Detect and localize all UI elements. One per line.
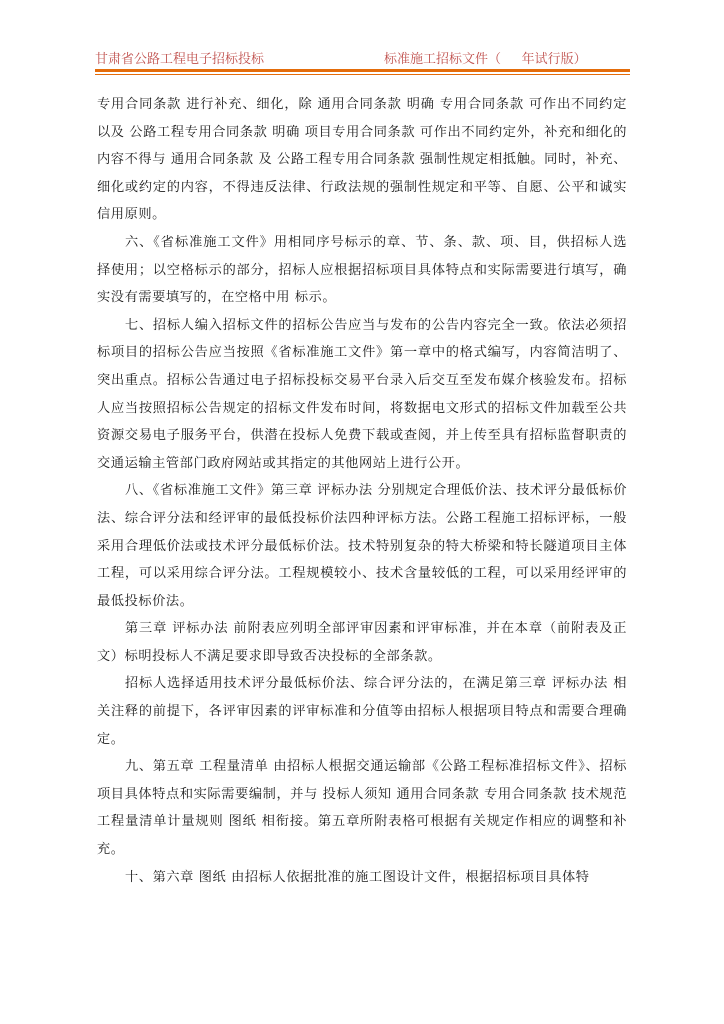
paragraph-item-6: 六、《省标准施工文件》用相同序号标示的章、节、条、款、项、目，供招标人选择使用；以空格标示的部分，招标人应根据招标项目具体特点和实际需要进行填写，确实没有需要填写的，在空格中用 标示。 (97, 234, 627, 306)
paragraph-item-8: 八、《省标准施工文件》第三章 评标办法 分别规定合理低价法、技术评分最低标价法、综合评分法和经评审的最低投标价法四种评标方法。公路工程施工招标评标，一般采用合理低价法或技术评分最低标价法。技术特别复杂的特大桥梁和特长隧道项目主体工程，可以采用综合评分法。工程规模较小、技术含量较低的工程，可以采用经评审的最低投标价法。 (97, 483, 627, 609)
document-body (97, 91, 627, 891)
paragraph-evaluation-criteria: 招标人选择适用技术评分最低标价法、综合评分法的，在满足第三章 评标办法 相关注释的前提下，各评审因素的评审标准和分值等由招标人根据项目特点和需要合理确定。 (97, 676, 627, 747)
header-rule-thick (95, 69, 630, 72)
paragraph-item-9: 九、第五章 工程量清单 由招标人根据交通运输部《公路工程标准招标文件》、招标项目具体特点和实际需要编制，并与 投标人须知 通用合同条款 专用合同条款 技术规范 工程量清单计量规则 图纸 相衔接。第五章所附表格可根据有关规定作相应的调整和补充。 (97, 759, 627, 858)
paragraph-item-7: 七、招标人编入招标文件的招标公告应当与发布的公告内容完全一致。依法必须招标项目的招标公告应当按照《省标准施工文件》第一章中的格式编写，内容简洁明了、突出重点。招标公告通过电子招标投标交易平台录入后交互至发布媒介核验发布。招标人应当按照招标公告规定的招标文件发布时间，将数据电文形式的招标文件加载至公共资源交易电子服务平台，供潜在投标人免费下载或查阅，并上传至具有招标监督职责的交通运输主管部门政府网站或其指定的其他网站上进行公开。 (97, 317, 627, 471)
paragraph-supplement-clauses: 专用合同条款 进行补充、细化，除 通用合同条款 明确 专用合同条款 可作出不同约定以及 公路工程专用合同条款 明确 项目专用合同条款 可作出不同约定外，补充和细化的内容不得与 通用合同条款 及 公路工程专用合同条款 强制性规定相抵触。同时，补充、细化或约定的内容，不得违反法律、行政法规的强制性规定和平等、自愿、公平和诚实信用原则。 (97, 97, 627, 223)
page-header (95, 50, 630, 70)
header-right-title: 标准施工招标文件（ 年试行版） (384, 52, 587, 67)
paragraph-item-10: 十、第六章 图纸 由招标人依据批准的施工图设计文件，根据招标项目具体特 (125, 869, 590, 885)
header-rule-thin (95, 74, 630, 75)
paragraph-evaluation-annex: 第三章 评标办法 前附表应列明全部评审因素和评审标准，并在本章（前附表及正文）标明投标人不满足要求即导致否决投标的全部条款。 (97, 621, 627, 664)
header-left-title: 甘肃省公路工程电子招标投标 (95, 52, 265, 67)
